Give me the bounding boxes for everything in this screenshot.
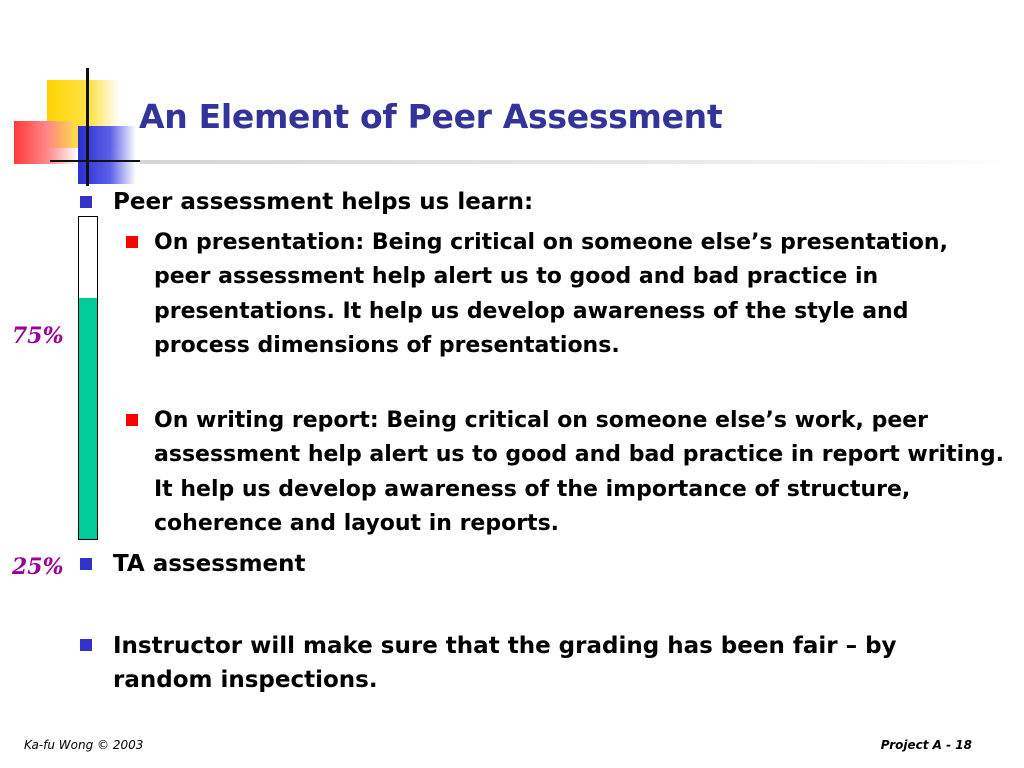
- progress-bar-fill: [79, 298, 97, 540]
- footer-page-number: Project A - 18: [880, 738, 972, 752]
- square-bullet-icon: [80, 639, 92, 651]
- bullet-text: Instructor will make sure that the grading has been fair – by random inspections.: [113, 633, 897, 693]
- bullet-ta-assessment: [80, 548, 980, 580]
- bullet-peer-assessment: [80, 186, 980, 218]
- bullet-text: Peer assessment helps us learn:: [113, 189, 534, 215]
- sub-bullet-text: On writing report: Being critical on someone else’s work, peer assessment help alert us to good and bad practice in report writing. It help us develop awareness of the importance of structure, coherence and layout in reports.: [154, 408, 1004, 537]
- percent-label-25: 25%: [12, 554, 64, 580]
- percent-label-75: 75%: [12, 323, 64, 349]
- square-bullet-icon: [126, 414, 138, 426]
- bullet-instructor: [80, 629, 960, 697]
- logo-vertical-line: [86, 68, 89, 186]
- progress-bar: [78, 216, 98, 540]
- sub-bullet-text: On presentation: Being critical on someone else’s presentation, peer assessment help alert us to good and bad practice in presentations. It help us develop awareness of the style and process dimensions of presentations.: [154, 230, 948, 359]
- square-bullet-icon: [126, 236, 138, 248]
- sub-bullet-report: [126, 404, 1006, 542]
- square-bullet-icon: [80, 558, 92, 570]
- bullet-text: TA assessment: [113, 551, 306, 577]
- footer-author: Ka-fu Wong © 2003: [24, 738, 144, 752]
- slide-title: An Element of Peer Assessment: [139, 97, 723, 136]
- square-bullet-icon: [80, 196, 92, 208]
- title-divider: [140, 160, 1020, 164]
- logo-red-square: [14, 121, 76, 164]
- decorative-logo: [0, 0, 150, 200]
- sub-bullet-presentation: [126, 226, 1006, 364]
- logo-horizontal-line: [50, 160, 146, 162]
